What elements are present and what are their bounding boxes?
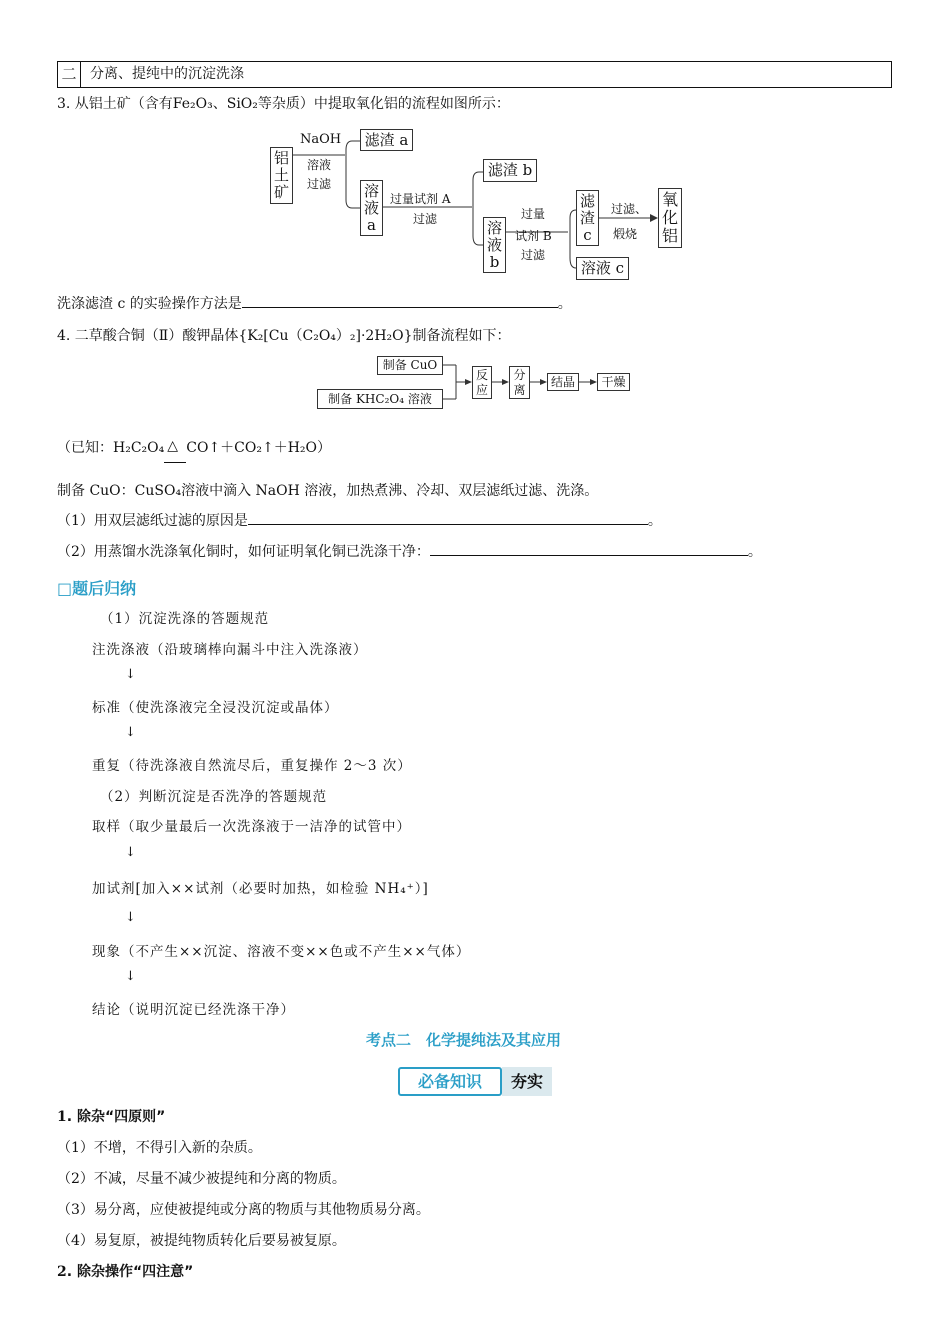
solution-b-char: 液 [486, 236, 502, 254]
crystallize-box: 结晶 [547, 373, 579, 391]
alumina-char: 化 [661, 208, 678, 227]
summary-step-sample: 取样（取少量最后一次洗涤液于一洁净的试管中） [92, 819, 411, 835]
q4-flow-lines [0, 0, 950, 420]
rule-item: （3）易分离，应使被提纯或分离的物质与其他物质易分离。 [57, 1202, 430, 1218]
down-arrow-icon: ↓ [125, 845, 136, 860]
q3-text: 3. 从铝土矿（含有Fe₂O₃、SiO₂等杂质）中提取氧化铝的流程如图所示： [57, 96, 510, 112]
q4-intro: 4. 二草酸合铜（Ⅱ）酸钾晶体{K₂[Cu（C₂O₄）₂]·2H₂O}制备流程如下： [57, 328, 511, 344]
rule-item: （4）易复原，被提纯物质转化后要易被复原。 [57, 1233, 346, 1249]
q4-sub1-text: （1）用双层滤纸过滤的原因是 [57, 513, 248, 529]
summary-heading: □题后归纳 [57, 579, 137, 598]
separate-char: 离 [513, 383, 526, 397]
heating-triangle-icon: △ [167, 438, 179, 454]
step1-reagent: NaOH [300, 132, 342, 147]
rules-title-num: 1 [57, 1109, 67, 1125]
solution-a-char: 液 [363, 199, 379, 217]
residue-b-box: 滤渣 b [483, 159, 537, 182]
solution-a-char: a [367, 216, 376, 234]
q4-known [57, 437, 331, 457]
react-box [472, 366, 492, 399]
separate-box [509, 366, 530, 399]
bauxite-char: 矿 [273, 183, 289, 201]
q4-sub2-end: 。 [747, 544, 762, 560]
q4-sub2-blank[interactable] [430, 541, 748, 556]
solution-c-box: 溶液 c [576, 257, 629, 280]
step3-filter: 过滤 [521, 248, 546, 262]
q3-question-text: 洗涤滤渣 c 的实验操作方法是 [57, 296, 242, 312]
down-arrow-icon: ↓ [125, 725, 136, 740]
summary-part1-title: （1）沉淀洗涤的答题规范 [100, 611, 270, 627]
residue-c-char: 滤 [579, 192, 595, 210]
down-arrow-icon: ↓ [125, 667, 136, 682]
step2-reagent: 过量试剂 A [390, 192, 451, 206]
rules-title [57, 1106, 165, 1126]
prep-cuo-box: 制备 CuO [377, 356, 443, 375]
step1-filter: 过滤 [307, 177, 332, 191]
summary-step-pour: 注洗涤液（沿玻璃棒向漏斗中注入洗涤液） [92, 642, 368, 658]
summary-step-standard: 标准（使洗涤液完全浸没沉淀或晶体） [92, 700, 339, 716]
known-equation-right: CO↑＋CO₂↑＋H₂O） [186, 440, 332, 456]
q4-sub1-end: 。 [647, 513, 662, 529]
badge-left: 必备知识 [398, 1067, 502, 1096]
badge-right: 夯实 [502, 1067, 552, 1096]
step3-reagent-amount: 过量 [521, 207, 546, 221]
alumina-char: 氧 [661, 190, 678, 209]
residue-c-char: 渣 [579, 209, 595, 227]
react-char: 反 [475, 368, 488, 382]
section-title: 分离、提纯中的沉淀洗涤 [90, 66, 244, 82]
rule-item: （1）不增，不得引入新的杂质。 [57, 1140, 262, 1156]
kaodian-title: 考点二 化学提纯法及其应用 [366, 1031, 562, 1049]
rules-title-2 [57, 1261, 193, 1281]
summary-step-conclusion: 结论（说明沉淀已经洗涤干净） [92, 1002, 295, 1018]
rules-title-text: . 除杂“四原则” [66, 1109, 166, 1125]
rule-item: （2）不减，尽量不减少被提纯和分离的物质。 [57, 1171, 346, 1187]
rules-title2-text: . 除杂操作“四注意” [66, 1264, 194, 1280]
q3-question-end: 。 [557, 296, 572, 312]
step4-calcine: 煅烧 [613, 227, 638, 241]
q4-sub2-text: （2）用蒸馏水洗涤氧化铜时，如何证明氧化铜已洗涤干净： [57, 544, 430, 560]
solution-a-char: 溶 [363, 182, 379, 200]
solution-b-char: 溶 [486, 219, 502, 237]
bauxite-char: 铝 [273, 149, 289, 167]
bauxite-char: 土 [273, 166, 289, 184]
solution-b-char: b [489, 253, 500, 271]
section-number: 二 [58, 62, 81, 87]
summary-step-repeat: 重复（待洗涤液自然流尽后，重复操作 2～3 次） [92, 758, 412, 774]
summary-step-reagent: 加试剂[加入××试剂（必要时加热，如检验 NH₄⁺）] [92, 881, 429, 897]
summary-step-phenomenon: 现象（不产生××沉淀、溶液不变××色或不产生××气体） [92, 944, 471, 960]
q4-sub1 [57, 510, 662, 530]
react-char: 应 [475, 383, 488, 397]
q4-prep-text: 制备 CuO：CuSO₄溶液中滴入 NaOH 溶液，加热煮沸、冷却、双层滤纸过滤、洗涤。 [57, 483, 599, 499]
rules-title2-num: 2 [57, 1264, 67, 1280]
residue-a-box: 滤渣 a [360, 129, 413, 151]
q4-sub2 [57, 541, 762, 561]
step4-filter: 过滤、 [611, 202, 648, 216]
separate-char: 分 [513, 368, 526, 382]
q4-sub1-blank[interactable] [248, 510, 648, 525]
down-arrow-icon: ↓ [125, 910, 136, 925]
down-arrow-icon: ↓ [125, 969, 136, 984]
dry-box: 干燥 [597, 373, 630, 391]
prep-khc2o4-box: 制备 KHC₂O₄ 溶液 [317, 389, 443, 409]
residue-c-char: c [583, 226, 592, 244]
step2-filter: 过滤 [413, 212, 438, 226]
step1-solution: 溶液 [307, 158, 332, 172]
summary-part2-title: （2）判断沉淀是否洗净的答题规范 [100, 789, 328, 805]
step3-reagent: 试剂 B [515, 229, 552, 243]
alumina-char: 铝 [661, 226, 678, 245]
known-equation-left: （已知：H₂C₂O₄ [57, 440, 165, 456]
